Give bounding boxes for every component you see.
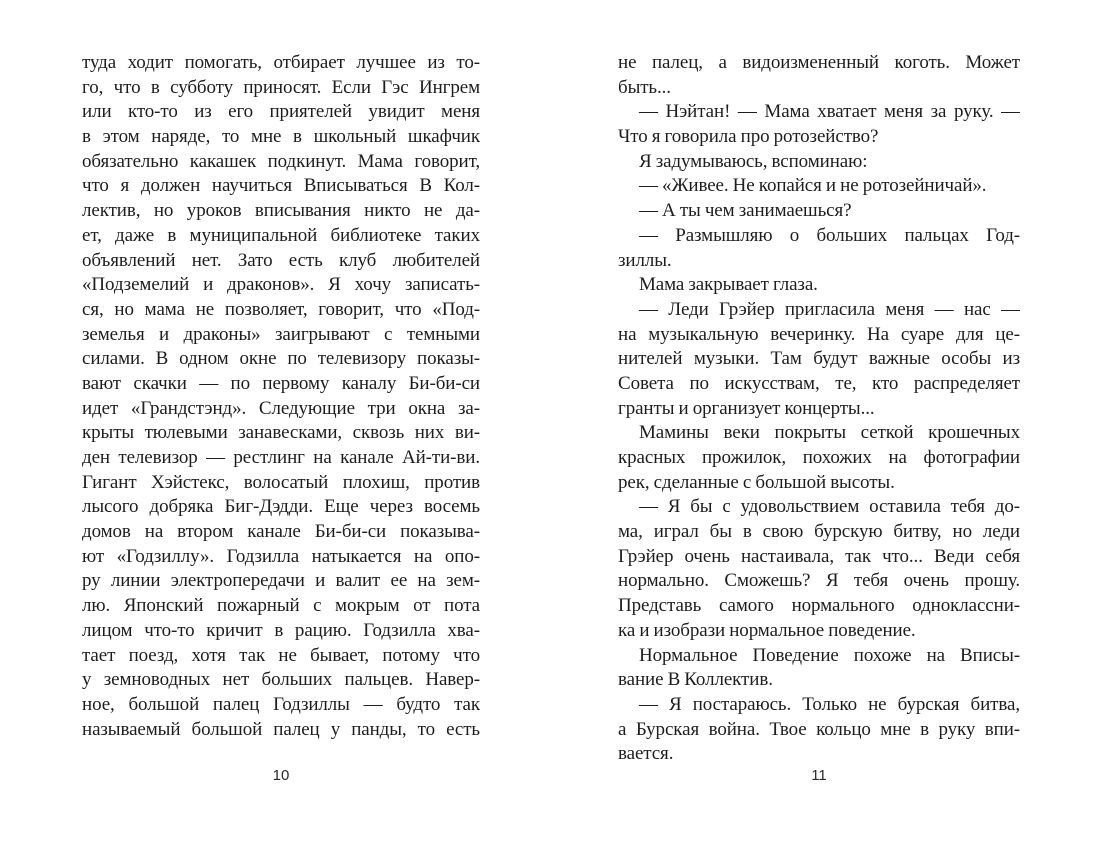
text-line: «Подземелий и драконов». Я хочу записать- [82, 274, 480, 296]
text-line: вается. [618, 743, 674, 765]
text-line: — А ты чем занимаешься? [639, 200, 852, 222]
text-line: Я задумываюсь, вспоминаю: [639, 150, 868, 172]
text-line: ное, большой палец Годзиллы — будто так [82, 693, 480, 715]
text-line: ма, играл бы в свою бурскую битву, но леди [618, 521, 1020, 543]
text-line: или кто-то из его приятелей увидит меня [82, 101, 480, 123]
text-line: называемый большой палец у панды, то есть [82, 718, 480, 740]
text-line: — Леди Грэйер пригласила меня — нас — [639, 298, 1020, 320]
page-left-text [82, 51, 480, 742]
text-line: быть... [618, 76, 671, 98]
text-line: лицом что-то кричит в рацию. Годзилла хва- [82, 619, 480, 641]
text-line: Представь самого нормального одноклассни- [618, 595, 1020, 617]
text-line: ся, но мама не позволяет, говорит, что «Под- [82, 298, 480, 320]
text-line: ет, даже в муниципальной библиотеке таких [82, 224, 480, 246]
text-line: у земноводных нет больших пальцев. Навер- [82, 669, 480, 691]
text-line: вают скачки — по первому каналу Би-би-си [82, 372, 480, 394]
text-line: обязательно какашек подкинут. Мама говорит, [82, 150, 480, 172]
text-line: — Размышляю о больших пальцах Год- [639, 224, 1020, 246]
text-line: ют «Годзиллу». Годзилла натыкается на опо- [82, 545, 480, 567]
text-line: нителей музыки. Там будут важные особы из [618, 348, 1020, 370]
text-line: крыты тюлевыми занавесками, сквозь них ви- [82, 422, 480, 444]
text-line: — Я постараюсь. Только не бурская битва, [639, 693, 1020, 715]
text-line: лектив, но уроков вписывания никто не да- [82, 200, 480, 222]
text-line: Грэйер очень настаивала, так что... Веди себя [618, 545, 1020, 567]
page-left-number: 10 [272, 767, 290, 784]
text-line: тает поезд, хотя так не бывает, потому что [82, 644, 480, 666]
text-line: лысого добряка Биг-Дэдди. Еще через восемь [82, 496, 480, 518]
text-line: а Бурская война. Твое кольцо мне в руку впи- [618, 718, 1020, 740]
text-line: туда ходит помогать, отбирает лучшее из то- [82, 52, 480, 73]
text-line: зиллы. [618, 249, 672, 271]
text-line: вание В Коллектив. [618, 669, 773, 691]
text-line: объявлений нет. Зато есть клуб любителей [82, 249, 480, 271]
text-line: рек, сделанные с большой высоты. [618, 471, 895, 493]
text-line: Что я говорила про ротозейство? [618, 126, 879, 148]
text-line: Нормальное Поведение похоже на Вписы- [639, 644, 1020, 666]
text-line: — Нэйтан! — Мама хватает меня за руку. — [639, 101, 1020, 123]
text-line: ден телевизор — рестлинг на канале Ай-ти-ви. [82, 447, 480, 468]
text-line: ру линии электропередачи и валит ее на зем- [82, 570, 480, 592]
text-line: Гигант Хэйстекс, волосатый плохиш, против [82, 471, 480, 493]
page-right-number: 11 [811, 767, 827, 784]
text-line: на музыкальную вечеринку. На суаре для це- [618, 323, 1020, 345]
text-line: — Я бы с удовольствием оставила тебя до- [639, 496, 1020, 518]
text-line: что я должен научиться Вписываться В Кол- [82, 175, 480, 197]
text-line: силами. В одном окне по телевизору показы- [82, 348, 480, 370]
text-line: го, что в субботу приносят. Если Гэс Ингрем [82, 76, 480, 98]
text-line: красных прожилок, похожих на фотографии [618, 447, 1020, 468]
text-line: не палец, а видоизмененный коготь. Может [618, 52, 1020, 73]
text-line: Мамины веки покрыты сеткой крошечных [639, 422, 1020, 444]
text-line: Совета по искусствам, те, кто распределяет [618, 372, 1020, 394]
page-right-text [618, 51, 1020, 767]
text-line: земелья и драконы» заигрывают с темными [82, 323, 480, 345]
text-line: идет «Грандстэнд». Следующие три окна за- [82, 397, 480, 419]
text-line: нормально. Сможешь? Я тебя очень прошу. [618, 570, 1020, 592]
text-line: — «Живее. Не копайся и не ротозейничай». [639, 175, 987, 197]
text-line: гранты и организует концерты... [618, 397, 875, 419]
text-line: Мама закрывает глаза. [639, 274, 818, 296]
text-line: ка и изобрази нормальное поведение. [618, 619, 916, 641]
text-line: лю. Японский пожарный с мокрым от пота [82, 595, 480, 617]
text-line: домов на втором канале Би-би-си показыва- [82, 521, 480, 543]
text-line: в этом наряде, то мне в школьный шкафчик [82, 126, 480, 148]
